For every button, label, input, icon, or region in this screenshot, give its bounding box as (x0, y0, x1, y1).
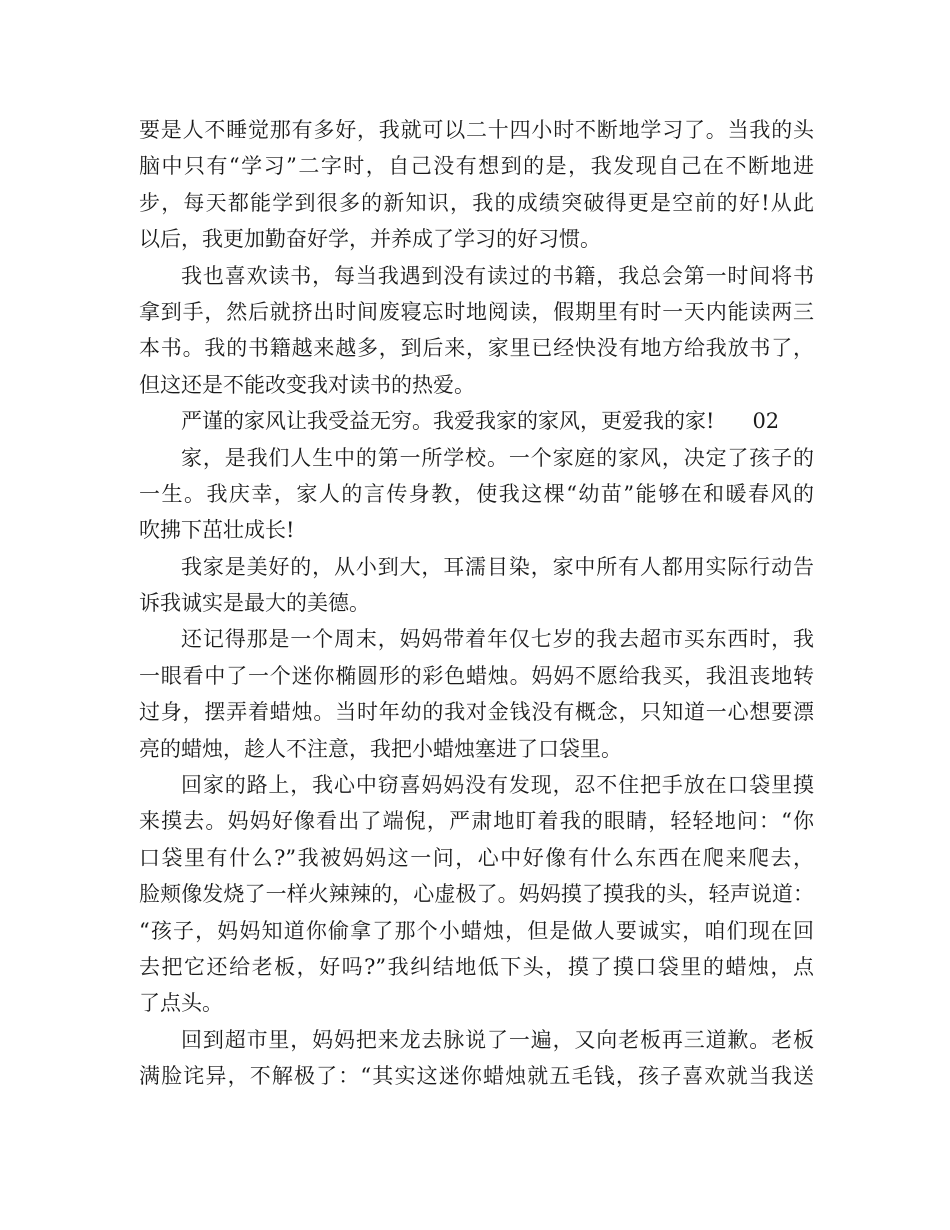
paragraph-5 (139, 549, 814, 622)
text-line: 了点头。 (139, 991, 223, 1016)
paragraph-3 (139, 403, 814, 439)
text-line: 口袋里有什么?”我被妈妈这一问，心中好像有什么东西在爬来爬去， (139, 845, 814, 870)
text-line: 拿到手，然后就挤出时间废寝忘时地阅读，假期里有时一天内能读两三 (139, 299, 814, 324)
paragraph-text: 严谨的家风让我受益无穷。我爱我家的家风，更爱我的家! (181, 409, 715, 434)
section-number: 02 (752, 409, 780, 434)
text-line: “孩子，妈妈知道你偷拿了那个小蜡烛，但是做人要诚实，咱们现在回 (139, 918, 814, 943)
paragraph-8 (139, 1022, 814, 1095)
paragraph-4 (139, 440, 814, 549)
document-body (139, 112, 814, 1095)
text-line: 回家的路上，我心中窃喜妈妈没有发现，忍不住把手放在口袋里摸 (181, 773, 814, 798)
text-line: 我家是美好的，从小到大，耳濡目染，家中所有人都用实际行动告 (181, 554, 814, 579)
text-line: 但这还是不能改变我对读书的热爱。 (139, 372, 475, 397)
paragraph-1 (139, 112, 814, 258)
text-line: 吹拂下茁壮成长! (139, 518, 295, 543)
text-line: 一眼看中了一个迷你椭圆形的彩色蜡烛。妈妈不愿给我买，我沮丧地转 (139, 663, 814, 688)
text-line: 脸颊像发烧了一样火辣辣的，心虚极了。妈妈摸了摸我的头，轻声说道： (139, 882, 814, 907)
text-line: 以后，我更加勤奋好学，并养成了学习的好习惯。 (139, 227, 601, 252)
text-line: 还记得那是一个周末，妈妈带着年仅七岁的我去超市买东西时，我 (181, 627, 814, 652)
text-line: 家，是我们人生中的第一所学校。一个家庭的家风，决定了孩子的 (181, 445, 814, 470)
text-line: 一生。我庆幸，家人的言传身教，使我这棵“幼苗”能够在和暖春风的 (139, 481, 814, 506)
text-line: 满脸诧异，不解极了：“其实这迷你蜡烛就五毛钱，孩子喜欢就当我送 (139, 1064, 814, 1089)
text-line (139, 403, 814, 439)
text-line: 本书。我的书籍越来越多，到后来，家里已经快没有地方给我放书了， (139, 336, 814, 361)
text-line: 我也喜欢读书，每当我遇到没有读过的书籍，我总会第一时间将书 (181, 263, 814, 288)
paragraph-2 (139, 258, 814, 404)
text-line: 回到超市里，妈妈把来龙去脉说了一遍，又向老板再三道歉。老板 (181, 1027, 814, 1052)
text-line: 来摸去。妈妈好像看出了端倪，严肃地盯着我的眼睛，轻轻地问：“你 (139, 809, 814, 834)
paragraph-6 (139, 621, 814, 767)
text-line: 步，每天都能学到很多的新知识，我的成绩突破得更是空前的好!从此 (139, 190, 814, 215)
text-line: 要是人不睡觉那有多好，我就可以二十四小时不断地学习了。当我的头 (139, 118, 814, 142)
paragraph-7 (139, 767, 814, 1022)
text-line: 过身，摆弄着蜡烛。当时年幼的我对金钱没有概念，只知道一心想要漂 (139, 700, 814, 725)
text-line: 脑中只有“学习”二字时，自己没有想到的是，我发现自己在不断地进 (139, 154, 814, 179)
text-line: 亮的蜡烛，趁人不注意，我把小蜡烛塞进了口袋里。 (139, 736, 622, 761)
text-line: 去把它还给老板，好吗?”我纠结地低下头，摸了摸口袋里的蜡烛，点 (139, 954, 814, 979)
text-line: 诉我诚实是最大的美德。 (139, 591, 370, 616)
